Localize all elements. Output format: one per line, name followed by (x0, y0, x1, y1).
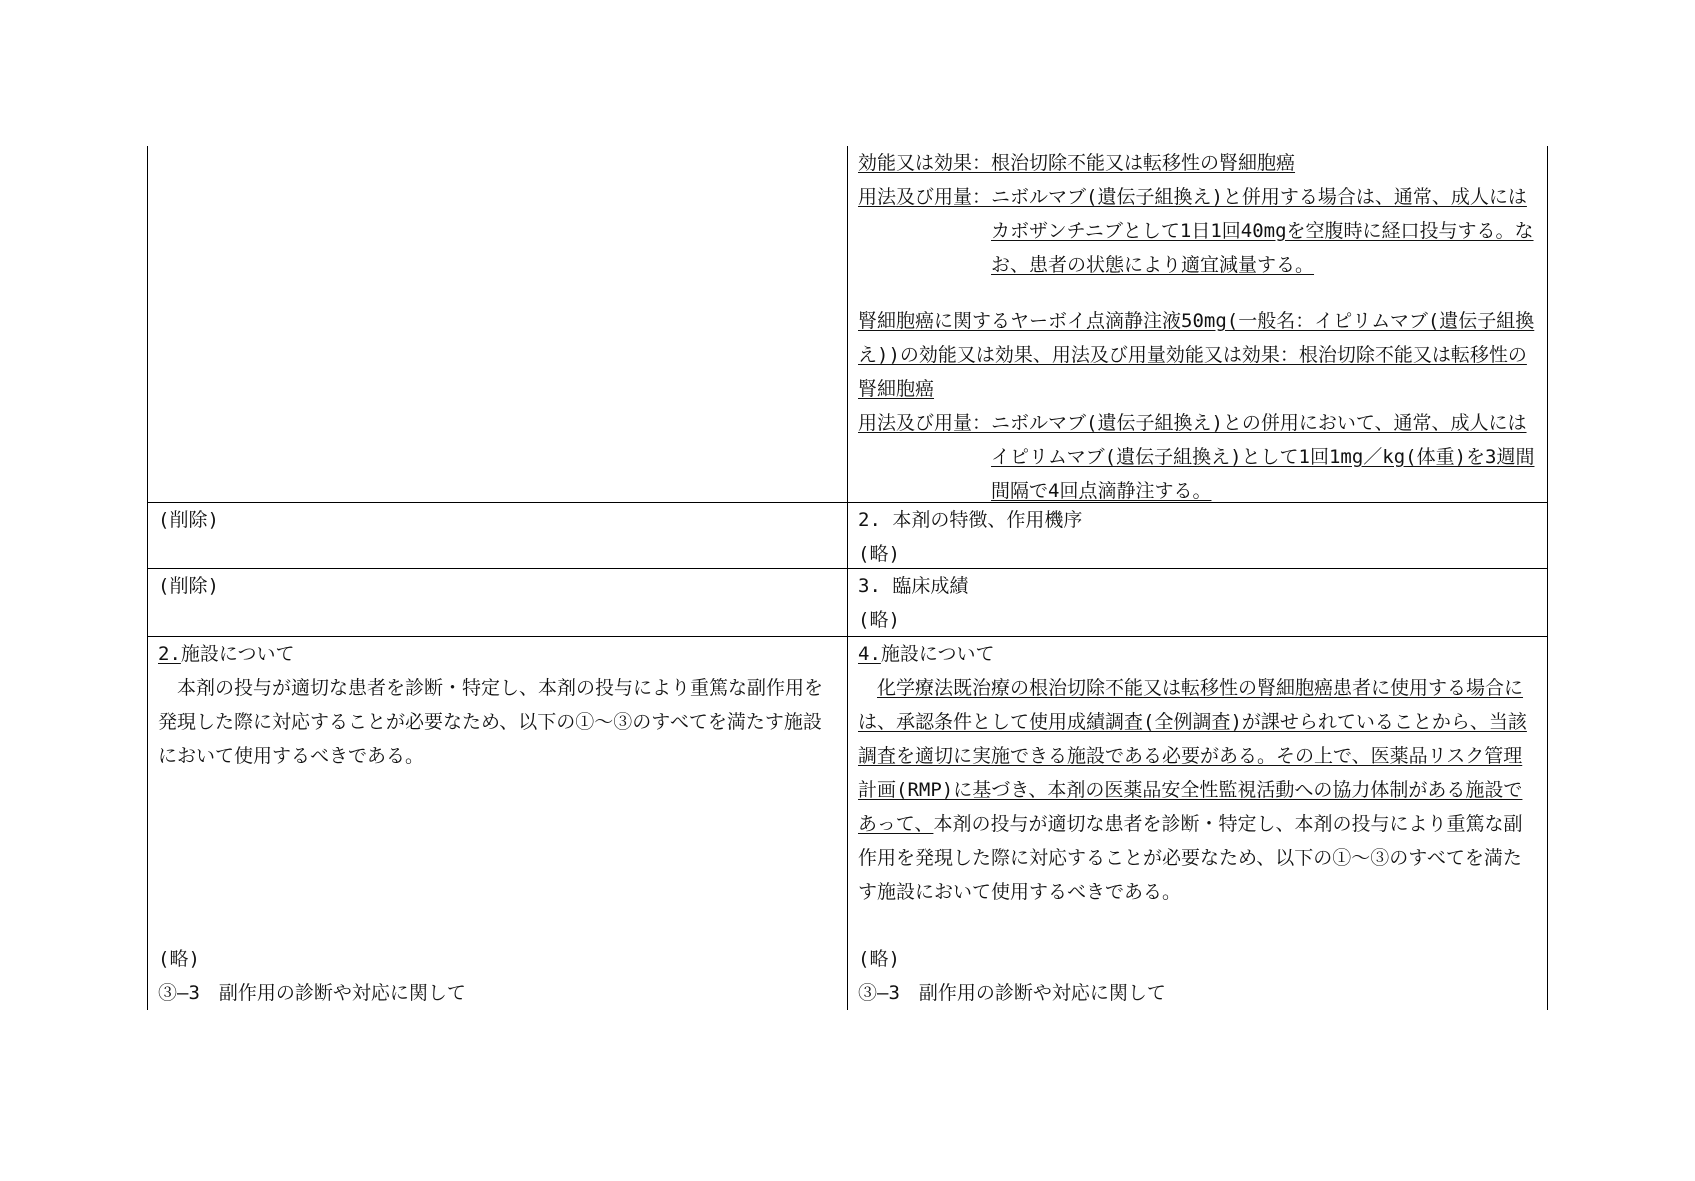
deleted-label: (削除) (158, 509, 219, 531)
ipi-dose-label: 用法及び用量： (858, 412, 992, 434)
section-title: 3. 臨床成績 (858, 575, 969, 597)
added-text: 化学療法既治療の根治切除不能又は転移性の腎細胞癌患者に使用する場合には、承認条件として使用成績調査(全例調査)が課せられていることから、当該調査を適切に実施できる施設である必要がある。その上で、医薬品リスク管理計画(RMP)に基づき、本剤の医薬品安全性監視活動への協力体制がある施設であって、 (858, 677, 1527, 835)
item-heading: ③―3 副作用の診断や対応に関して (858, 982, 1166, 1004)
table-cell-left (147, 569, 848, 636)
comparison-table (147, 146, 1548, 1010)
table-row (147, 569, 1548, 637)
section-heading (158, 637, 837, 671)
cabo-dose-text: ニボルマブ(遺伝子組換え)と併用する場合は、通常、成人にはカボザンチニブとして1日1回40mgを空腹時に経口投与する。なお、患者の状態により適宜減量する。 (991, 186, 1534, 276)
deleted-label: (削除) (158, 575, 219, 597)
section-title: 施設について (180, 643, 295, 665)
table-cell-right (848, 503, 1548, 568)
section-title: 2. 本剤の特徴、作用機序 (858, 509, 1083, 531)
section-title: 施設について (880, 643, 995, 665)
omitted-note: (略) (158, 948, 200, 970)
omitted-note: (略) (858, 609, 900, 631)
ipi-dose (858, 406, 1537, 508)
table-cell-left (147, 637, 848, 1010)
table-row (147, 503, 1548, 569)
table-cell-left (147, 146, 848, 502)
cabo-dose-label: 用法及び用量： (858, 186, 992, 208)
item-heading: ③―3 副作用の診断や対応に関して (158, 982, 466, 1004)
table-row (147, 146, 1548, 503)
table-cell-right (848, 637, 1548, 1010)
table-cell-right (848, 146, 1548, 502)
ipi-dose-text: ニボルマブ(遺伝子組換え)との併用において、通常、成人にはイピリムマブ(遺伝子組換え)として1回1mg／kg(体重)を3週間間隔で4回点滴静注する。 (991, 412, 1535, 502)
cabo-dose (858, 180, 1537, 282)
cabo-effect-text: 根治切除不能又は転移性の腎細胞癌 (991, 152, 1296, 174)
footer-block (858, 942, 1166, 1010)
table-cell-left (147, 503, 848, 568)
existing-text: 本剤の投与が適切な患者を診断・特定し、本剤の投与により重篤な副作用を発現した際に対応することが必要なため、以下の①～③のすべてを満たす施設において使用するべきである。 (858, 813, 1523, 903)
omitted-note: (略) (858, 948, 900, 970)
footer-block (158, 942, 466, 1010)
cabo-effect (858, 146, 1537, 180)
facility-paragraph (858, 671, 1537, 909)
section-heading (858, 637, 1537, 671)
omitted-note: (略) (858, 543, 900, 565)
section-number: 2. (158, 643, 181, 665)
ipi-heading: 腎細胞癌に関するヤーボイ点滴静注液50mg(一般名：イピリムマブ(遺伝子組換え))の効能又は効果、用法及び用量効能又は効果：根治切除不能又は転移性の腎細胞癌 (858, 310, 1535, 400)
section-number: 4. (858, 643, 881, 665)
cabo-effect-label: 効能又は効果： (858, 152, 992, 174)
facility-paragraph: 本剤の投与が適切な患者を診断・特定し、本剤の投与により重篤な副作用を発現した際に対応することが必要なため、以下の①～③のすべてを満たす施設において使用するべきである。 (158, 677, 824, 767)
table-row (147, 637, 1548, 1010)
table-cell-right (848, 569, 1548, 636)
